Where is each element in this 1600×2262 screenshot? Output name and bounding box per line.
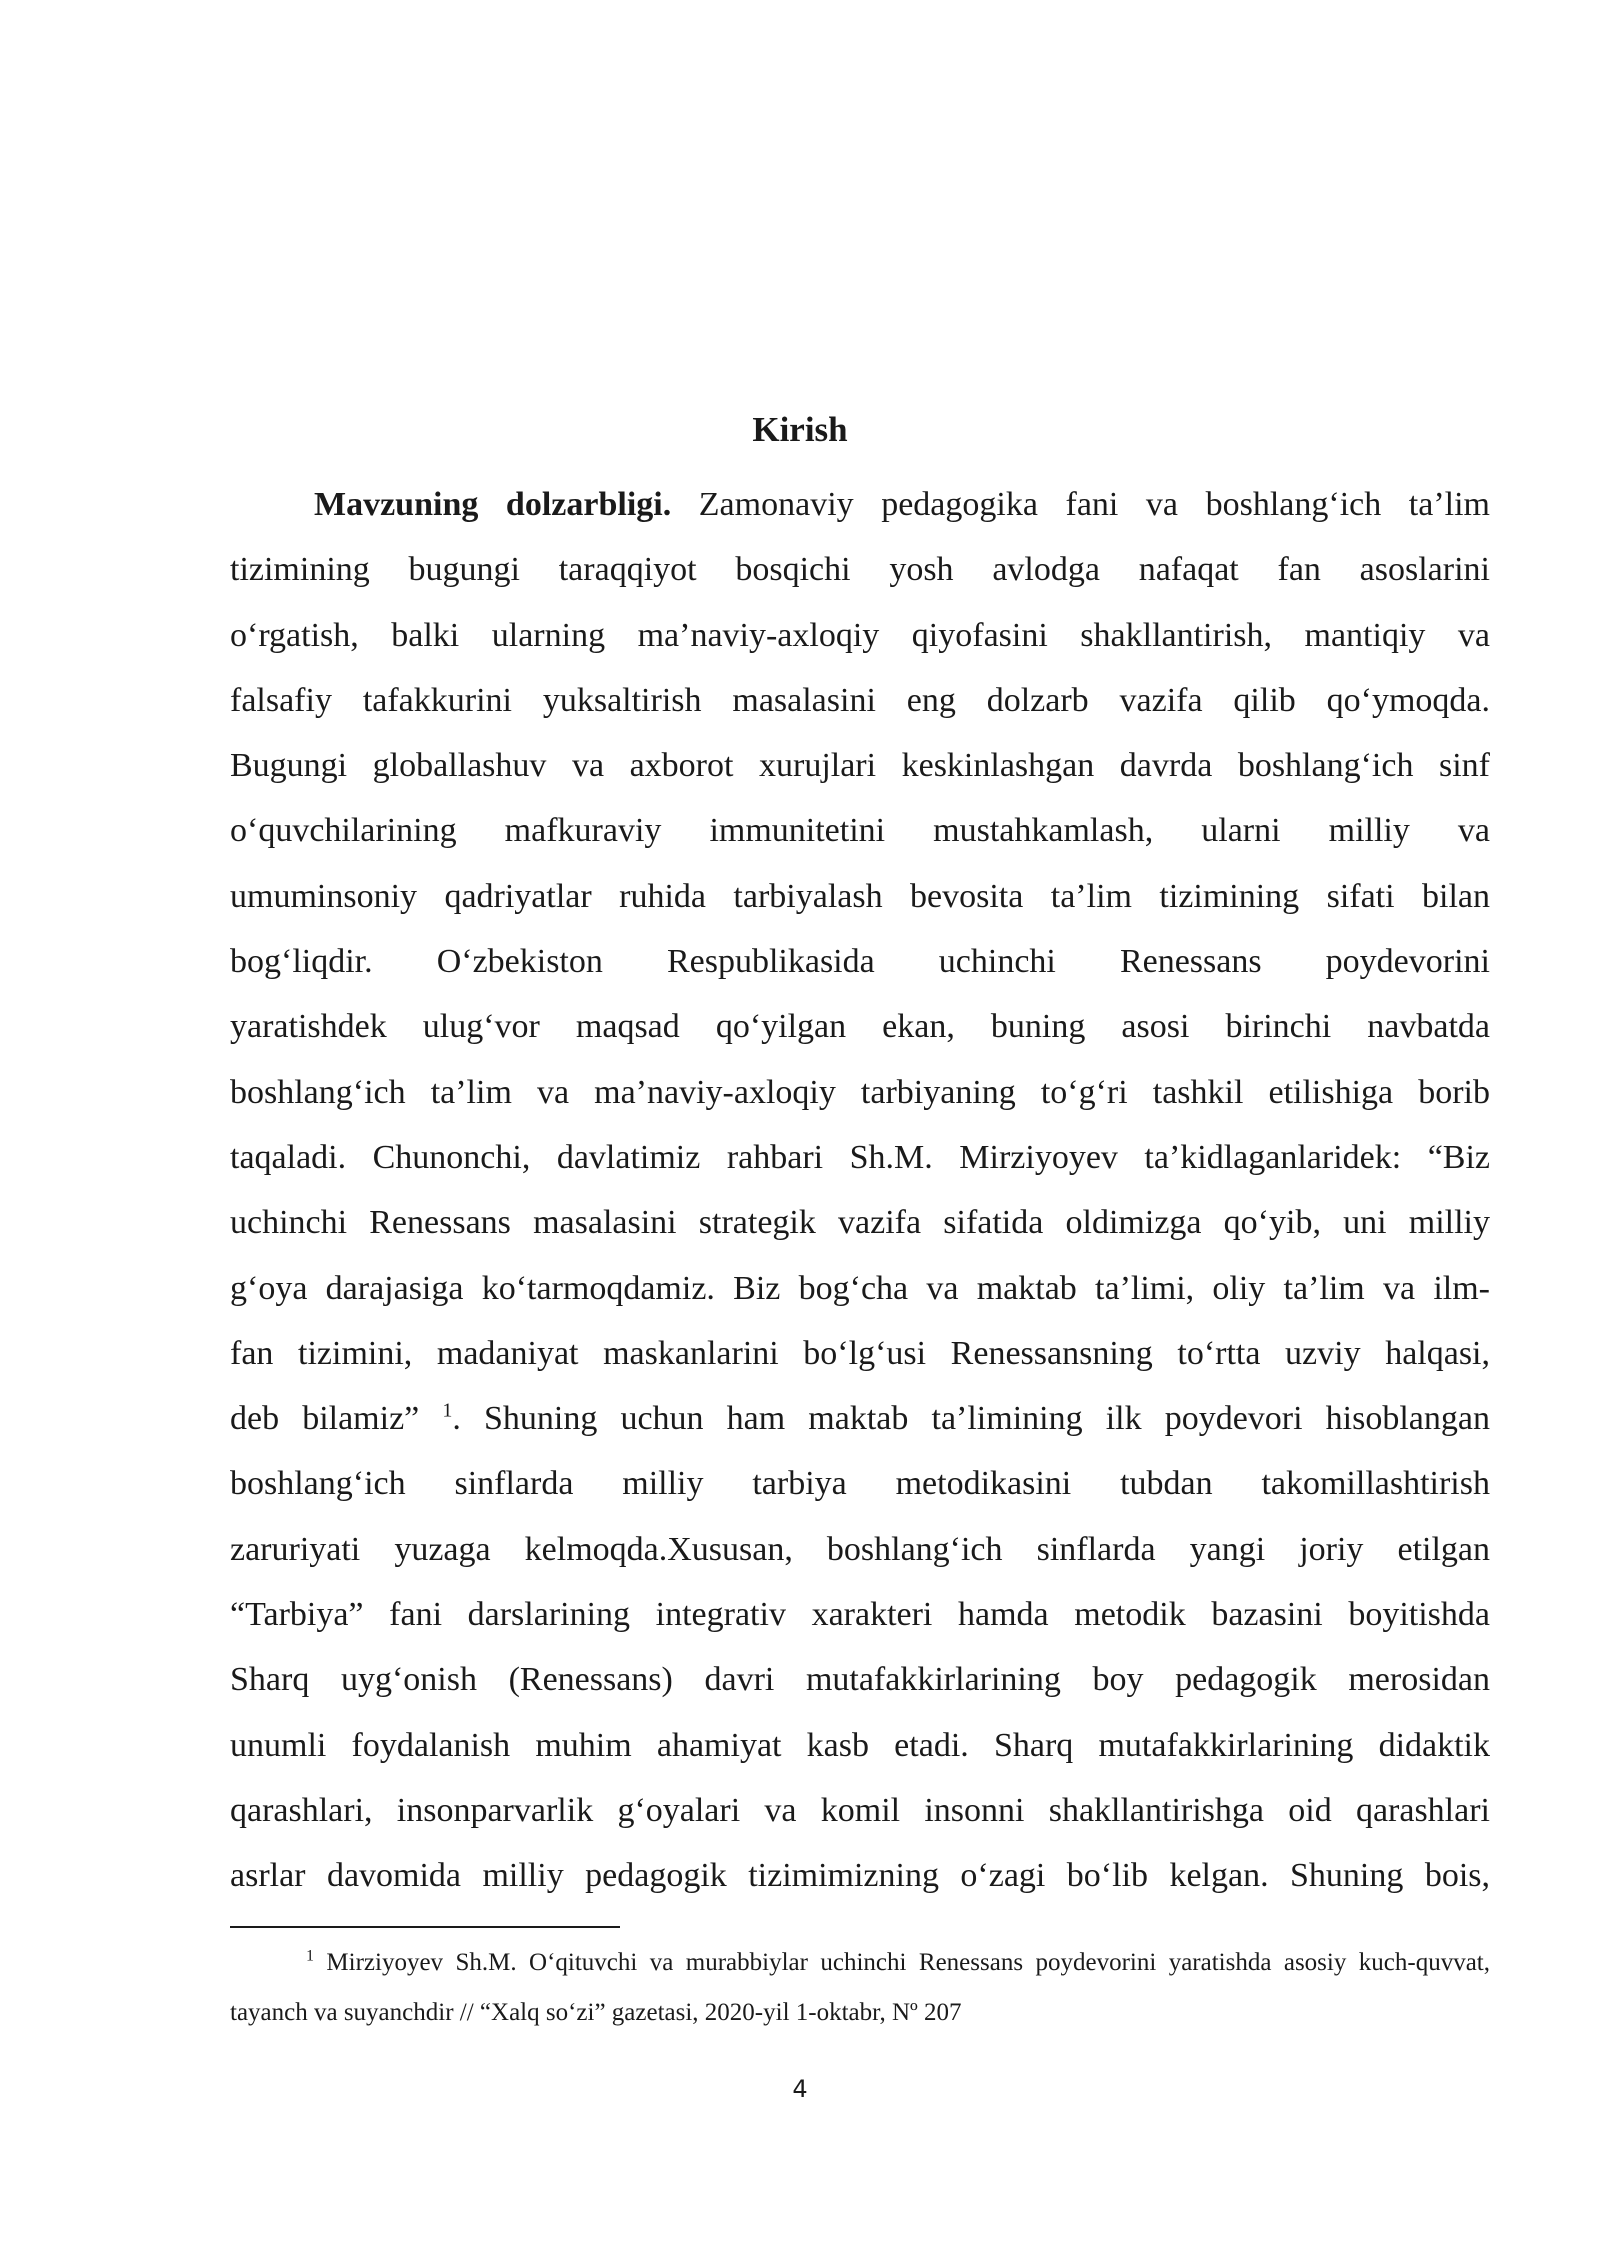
body-line: qarashlari, insonparvarlik g‘oyalari va komil insonni shakllantirishga oid qarashlari bbox=[230, 1791, 1490, 1829]
footnote-reference[interactable]: 1 bbox=[442, 1399, 453, 1422]
body-line: taqaladi. Chunonchi, davlatimiz rahbari Sh.M. Mirziyoyev ta’kidlaganlaridek: “Biz bbox=[230, 1138, 1490, 1176]
footnote-text: Mirziyoyev Sh.M. O‘qituvchi va murabbiylar uchinchi Renessans poydevorini yaratishda asosiy kuch-quvvat, bbox=[314, 1949, 1490, 1976]
footnote-marker: 1 bbox=[306, 1947, 314, 1965]
body-line-text: deb bilamiz” bbox=[230, 1400, 443, 1438]
footnote-line: tayanch va suyanchdir // “Xalq so‘zi” gazetasi, 2020-yil 1-oktabr, Nº 207 bbox=[230, 1999, 962, 2026]
body-line: asrlar davomida milliy pedagogik tizimimizning o‘zagi bo‘lib kelgan. Shuning bois, bbox=[230, 1857, 1490, 1895]
body-line: boshlang‘ich sinflarda milliy tarbiya metodikasini tubdan takomillashtirish bbox=[230, 1465, 1490, 1503]
body-line: bog‘liqdir. O‘zbekiston Respublikasida uchinchi Renessans poydevorini bbox=[230, 943, 1490, 981]
lead-phrase: Mavzuning dolzarbligi. bbox=[314, 486, 672, 523]
body-line: boshlang‘ich ta’lim va ma’naviy-axloqiy tarbiyaning to‘g‘ri tashkil etilishiga borib bbox=[230, 1073, 1490, 1111]
body-line: fan tizimini, madaniyat maskanlarini bo‘lg‘usi Renessansning to‘rtta uzviy halqasi, bbox=[230, 1334, 1490, 1372]
body-line: Bugungi globallashuv va axborot xurujlari keskinlashgan davrda boshlang‘ich sinf bbox=[230, 747, 1490, 785]
footnote bbox=[230, 1938, 1490, 2038]
body-line: umuminsoniy qadriyatlar ruhida tarbiyalash bevosita ta’lim tizimining sifati bilan bbox=[230, 877, 1490, 915]
section-heading: Kirish bbox=[752, 410, 848, 449]
footnote-separator bbox=[230, 1926, 620, 1928]
body-line bbox=[230, 472, 1490, 537]
body-line: zaruriyati yuzaga kelmoqda.Xususan, boshlang‘ich sinflarda yangi joriy etilgan bbox=[230, 1530, 1490, 1568]
body-line: tizimining bugungi taraqqiyot bosqichi yosh avlodga nafaqat fan asoslarini bbox=[230, 551, 1490, 589]
body-line-text: Zamonaviy pedagogika fani va boshlang‘ich ta’lim bbox=[671, 486, 1490, 523]
body-line: uchinchi Renessans masalasini strategik vazifa sifatida oldimizga qo‘yib, uni milliy bbox=[230, 1204, 1490, 1242]
body-line: Sharq uyg‘onish (Renessans) davri mutafakkirlarining boy pedagogik merosidan bbox=[230, 1661, 1490, 1699]
page-number: 4 bbox=[792, 2075, 808, 2103]
body-text bbox=[230, 472, 1490, 1909]
body-line: falsafiy tafakkurini yuksaltirish masalasini eng dolzarb vazifa qilib qo‘ymoqda. bbox=[230, 681, 1490, 719]
body-line: yaratishdek ulug‘vor maqsad qo‘yilgan ekan, buning asosi birinchi navbatda bbox=[230, 1008, 1490, 1046]
body-line-with-footnote-ref bbox=[230, 1386, 1490, 1451]
body-line: o‘quvchilarining mafkuraviy immunitetini mustahkamlash, ularni milliy va bbox=[230, 812, 1490, 850]
footnote-line bbox=[230, 1938, 1490, 1988]
body-line: o‘rgatish, balki ularning ma’naviy-axloqiy qiyofasini shakllantirish, mantiqiy va bbox=[230, 616, 1490, 654]
body-line-text: . Shuning uchun ham maktab ta’limining ilk poydevori hisoblangan bbox=[452, 1400, 1490, 1438]
body-line: g‘oya darajasiga ko‘tarmoqdamiz. Biz bog‘cha va maktab ta’limi, oliy ta’lim va ilm- bbox=[230, 1269, 1490, 1307]
body-line: “Tarbiya” fani darslarining integrativ xarakteri hamda metodik bazasini boyitishda bbox=[230, 1596, 1490, 1634]
body-line: unumli foydalanish muhim ahamiyat kasb etadi. Sharq mutafakkirlarining didaktik bbox=[230, 1726, 1490, 1764]
